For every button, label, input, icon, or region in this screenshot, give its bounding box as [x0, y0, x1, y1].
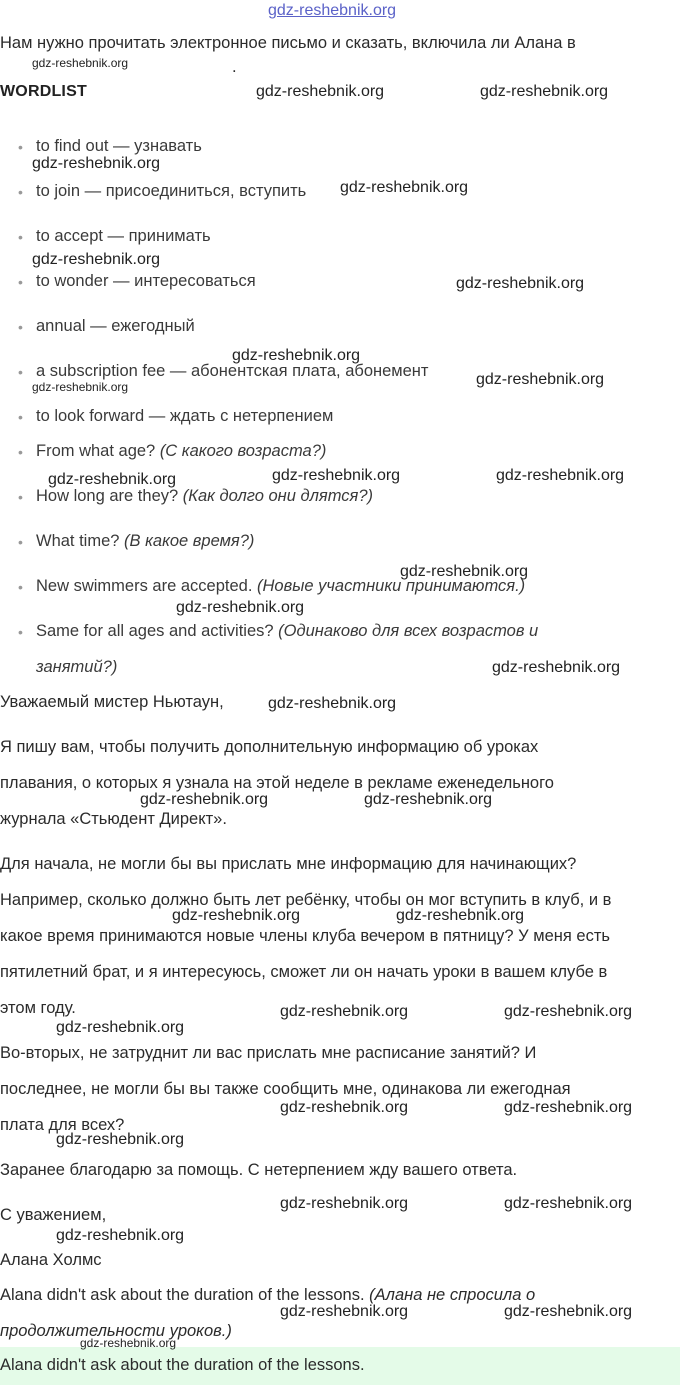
answer-text: Alana didn't ask about the duration of the lessons. — [0, 1356, 365, 1374]
watermark: gdz-reshebnik.org — [140, 791, 269, 808]
watermark: gdz-reshebnik.org — [56, 1019, 185, 1036]
watermark: gdz-reshebnik.org — [504, 1195, 633, 1212]
watermark: gdz-reshebnik.org — [268, 695, 397, 712]
bullet: • — [18, 444, 23, 460]
list-item: to accept — принимать — [36, 227, 211, 245]
conclusion-line-2: продолжительности уроков.) — [0, 1322, 232, 1340]
list-item: to find out — узнавать — [36, 137, 202, 155]
watermark: gdz-reshebnik.org — [56, 1131, 185, 1148]
watermark: gdz-reshebnik.org — [256, 83, 385, 100]
bullet: • — [18, 319, 23, 335]
bullet: • — [18, 184, 23, 200]
bullet: • — [18, 409, 23, 425]
letter-line: последнее, не могли бы вы также сообщить мне, одинакова ли ежегодная — [0, 1080, 571, 1098]
watermark: gdz-reshebnik.org — [492, 659, 621, 676]
letter-signature: Алана Холмс — [0, 1251, 102, 1269]
watermark: gdz-reshebnik.org — [232, 347, 361, 364]
watermark: gdz-reshebnik.org — [480, 83, 609, 100]
watermark: gdz-reshebnik.org — [172, 907, 301, 924]
answer-box — [0, 1347, 680, 1385]
letter-line: какое время принимаются новые члены клуба вечером в пятницу? У меня есть — [0, 927, 610, 945]
list-item: to look forward — ждать с нетерпением — [36, 407, 334, 425]
intro-line-1: Нам нужно прочитать электронное письмо и сказать, включила ли Алана в — [0, 34, 576, 52]
watermark: gdz-reshebnik.org — [504, 1303, 633, 1320]
watermark: gdz-reshebnik.org — [48, 471, 177, 488]
watermark: gdz-reshebnik.org — [496, 467, 625, 484]
list-item: annual — ежегодный — [36, 317, 195, 335]
watermark: gdz-reshebnik.org — [176, 599, 305, 616]
watermark: gdz-reshebnik.org — [364, 791, 493, 808]
conclusion-line-1: Alana didn't ask about the duration of the lessons. (Алана не спросила о — [0, 1286, 536, 1304]
watermark: gdz-reshebnik.org — [504, 1099, 633, 1116]
list-item: to join — присоединиться, вступить — [36, 182, 307, 200]
watermark: gdz-reshebnik.org — [32, 251, 161, 268]
bullet: • — [18, 624, 23, 640]
watermark: gdz-reshebnik.org — [32, 56, 129, 70]
list-item: to wonder — интересоваться — [36, 272, 256, 290]
watermark: gdz-reshebnik.org — [340, 179, 469, 196]
bullet: • — [18, 364, 23, 380]
bullet: • — [18, 274, 23, 290]
letter-line: Для начала, не могли бы вы прислать мне информацию для начинающих? — [0, 855, 577, 873]
list-item-continuation: занятий?) — [36, 658, 118, 676]
letter-greeting: Уважаемый мистер Ньютаун, — [0, 693, 224, 711]
letter-line: Во-вторых, не затруднит ли вас прислать мне расписание занятий? И — [0, 1044, 537, 1062]
letter-signoff: С уважением, — [0, 1206, 107, 1224]
watermark: gdz-reshebnik.org — [476, 371, 605, 388]
watermark: gdz-reshebnik.org — [396, 907, 525, 924]
letter-line: этом году. — [0, 999, 76, 1017]
list-item: What time? (В какое время?) — [36, 532, 255, 550]
list-item: Same for all ages and activities? (Одинаково для всех возрастов и — [36, 622, 539, 640]
watermark: gdz-reshebnik.org — [56, 1227, 185, 1244]
letter-line: журнала «Стьюдент Директ». — [0, 810, 227, 828]
wordlist-heading: WORDLIST — [0, 83, 87, 100]
site-link[interactable]: gdz-reshebnik.org — [268, 2, 397, 19]
watermark: gdz-reshebnik.org — [32, 155, 161, 172]
watermark: gdz-reshebnik.org — [504, 1003, 633, 1020]
list-item: a subscription fee — абонентская плата, абонемент — [36, 362, 429, 380]
bullet: • — [18, 229, 23, 245]
watermark: gdz-reshebnik.org — [80, 1336, 177, 1350]
list-item: New swimmers are accepted. (Новые участники принимаются.) — [36, 577, 526, 595]
list-item: How long are they? (Как долго они длятся?) — [36, 487, 374, 505]
intro-line-2: . — [232, 58, 237, 76]
letter-line: Я пишу вам, чтобы получить дополнительную информацию об уроках — [0, 738, 539, 756]
watermark: gdz-reshebnik.org — [280, 1003, 409, 1020]
letter-line: пятилетний брат, и я интересуюсь, сможет ли он начать уроки в вашем клубе в — [0, 963, 608, 981]
bullet: • — [18, 489, 23, 505]
bullet: • — [18, 579, 23, 595]
bullet: • — [18, 534, 23, 550]
letter-line: плавания, о которых я узнала на этой неделе в рекламе еженедельного — [0, 774, 554, 792]
letter-line: Заранее благодарю за помощь. С нетерпением жду вашего ответа. — [0, 1161, 518, 1179]
watermark: gdz-reshebnik.org — [32, 380, 129, 394]
watermark: gdz-reshebnik.org — [280, 1099, 409, 1116]
watermark: gdz-reshebnik.org — [456, 275, 585, 292]
watermark: gdz-reshebnik.org — [400, 563, 529, 580]
letter-line: Например, сколько должно быть лет ребёнку, чтобы он мог вступить в клуб, и в — [0, 891, 612, 909]
list-item: From what age? (С какого возраста?) — [36, 442, 327, 460]
letter-line: плата для всех? — [0, 1116, 125, 1134]
watermark: gdz-reshebnik.org — [280, 1303, 409, 1320]
bullet: • — [18, 139, 23, 155]
watermark: gdz-reshebnik.org — [272, 467, 401, 484]
watermark: gdz-reshebnik.org — [280, 1195, 409, 1212]
